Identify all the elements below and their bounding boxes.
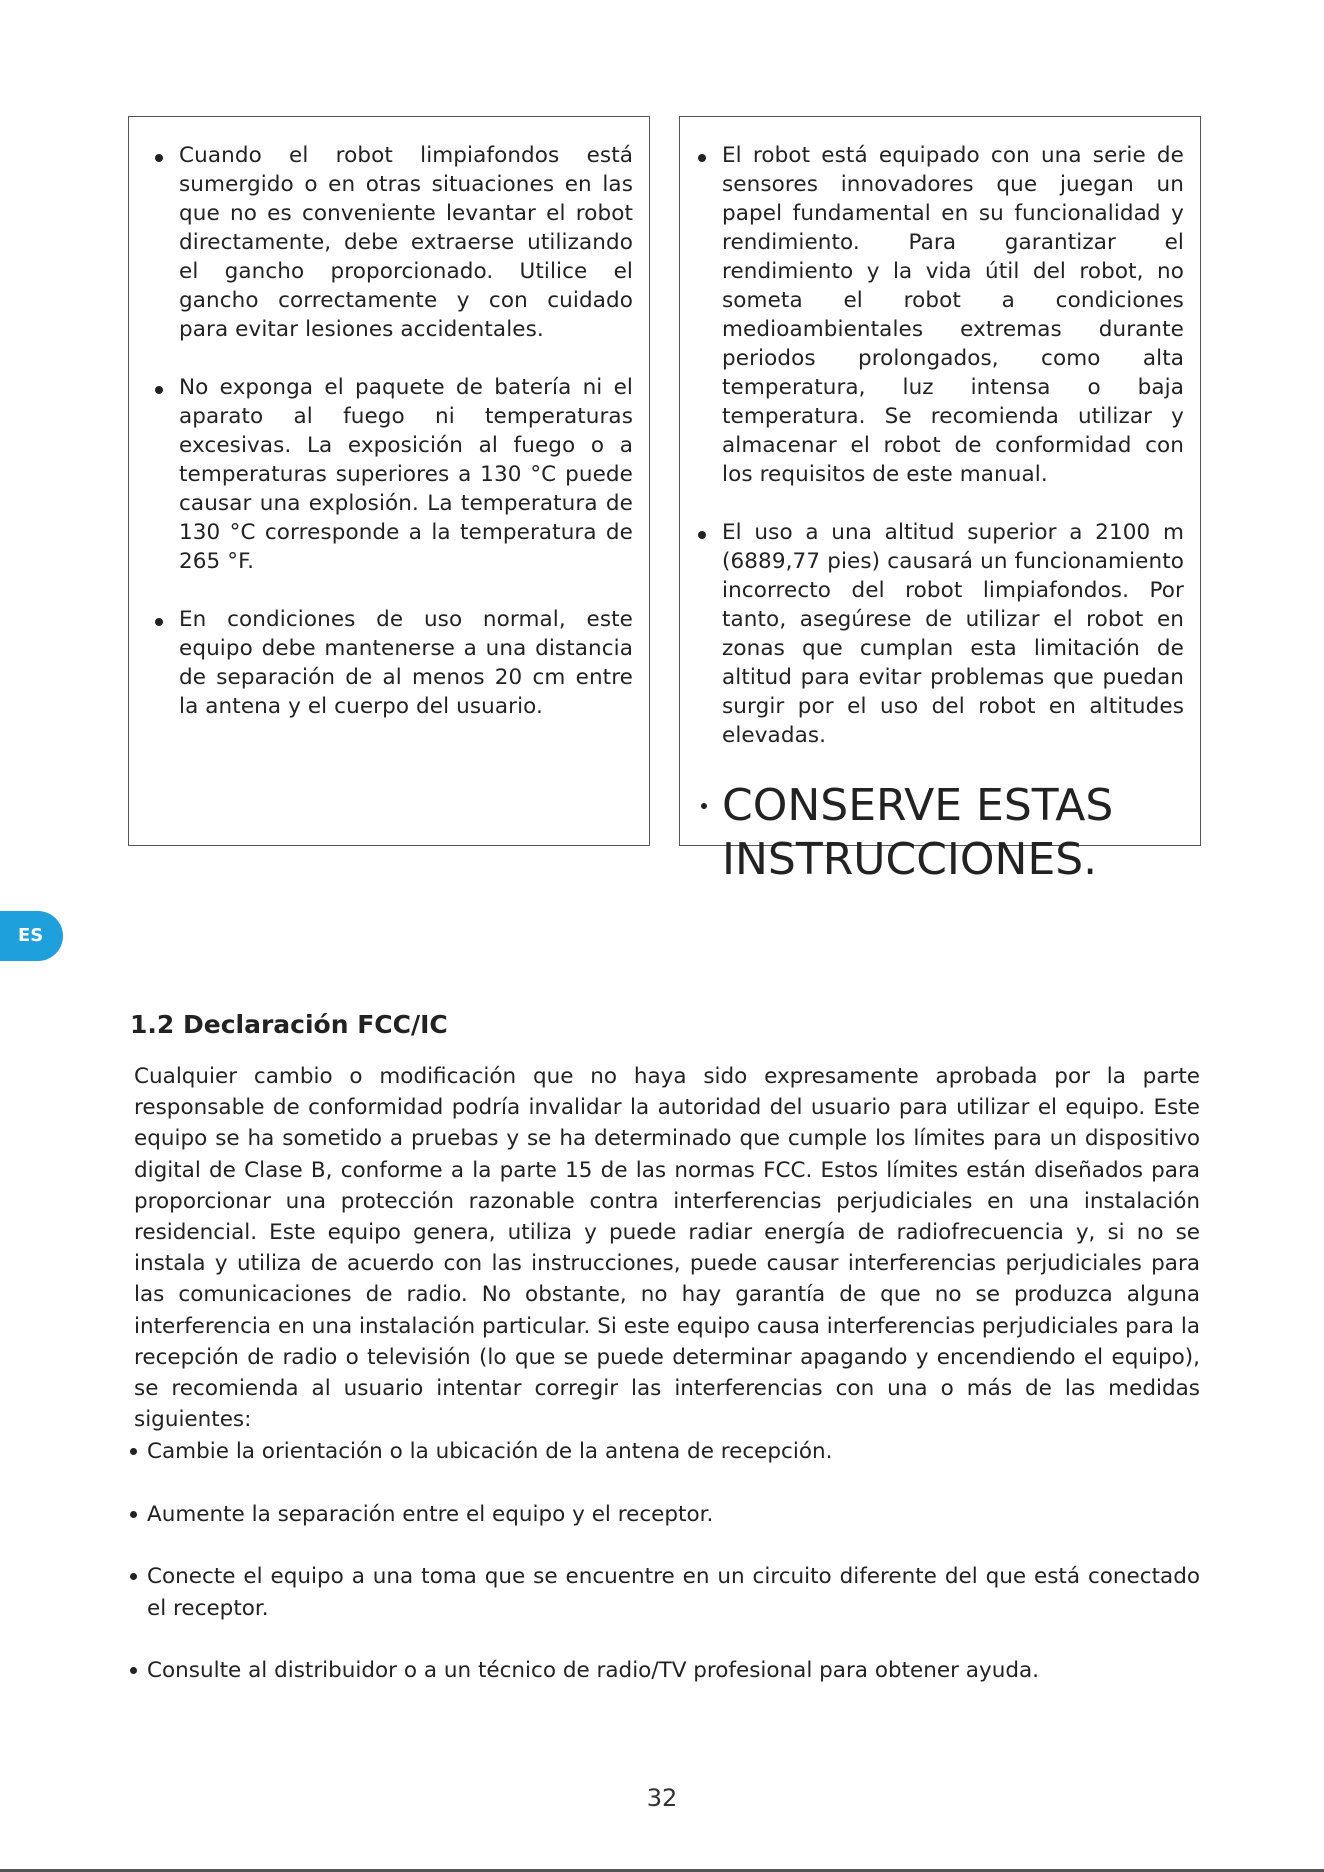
safety-box-left	[128, 116, 650, 846]
safety-item	[722, 141, 1184, 489]
section-title: 1.2 Declaración FCC/IC	[130, 1010, 448, 1039]
safety-item-text: El uso a una altitud superior a 2100 m (6889,77 pies) causará un funcionamiento incorrecto del robot limpiafondos. Por tanto, asegúrese de utilizar el robot en zonas que cumplan esta limitación de altitud para evitar problemas que puedan surgir por el uso del robot en altitudes elevadas.	[722, 520, 1184, 748]
bullet-icon	[698, 531, 706, 539]
safety-item-text: No exponga el paquete de batería ni el aparato al fuego ni temperaturas excesivas. La exposición al fuego o a temperaturas superiores a 130 °C puede causar una explosión. La temperatura de 130 °C corresponde a la temperatura de 265 °F.	[179, 375, 633, 574]
measures-list	[147, 1436, 1200, 1718]
bullet-icon	[155, 618, 163, 626]
safety-list-right	[722, 141, 1184, 887]
measure-item	[147, 1655, 1200, 1687]
language-tab: ES	[0, 911, 63, 961]
safety-item	[179, 605, 633, 721]
safety-item-text: En condiciones de uso normal, este equipo debe mantenerse a una distancia de separación de al menos 20 cm entre la antena y el cuerpo del usuario.	[179, 607, 633, 719]
measure-text: Conecte el equipo a una toma que se encuentre en un circuito diferente del que está conectado el receptor.	[147, 1564, 1200, 1621]
callout-text: CONSERVE ESTAS INSTRUCCIONES.	[722, 780, 1114, 885]
safety-item	[179, 141, 633, 344]
bullet-icon	[155, 386, 163, 394]
bullet-icon	[130, 1448, 137, 1455]
safety-item-text: Cuando el robot limpiafondos está sumergido o en otras situaciones en las que no es conveniente levantar el robot directamente, debe extraerse utilizando el gancho proporcionado. Utilice el gancho correctamente y con cuidado para evitar lesiones accidentales.	[179, 143, 633, 342]
measure-item	[147, 1499, 1200, 1531]
page-number: 32	[646, 1784, 678, 1812]
safety-item	[179, 373, 633, 576]
section-body: Cualquier cambio o modificación que no haya sido expresamente aprobada por la parte responsable de conformidad podría invalidar la autoridad del usuario para utilizar el equipo. Este equipo se ha sometido a pruebas y se ha determinado que cumple los límites para un dispositivo digital de Clase B, conforme a la parte 15 de las normas FCC. Estos límites están diseñados para proporcionar una protección razonable contra interferencias perjudiciales en una instalación residencial. Este equipo genera, utiliza y puede radiar energía de radiofrecuencia y, si no se instala y utiliza de acuerdo con las instrucciones, puede causar interferencias perjudiciales para las comunicaciones de radio. No obstante, no hay garantía de que no se produzca alguna interferencia en una instalación particular. Si este equipo causa interferencias perjudiciales para la recepción de radio o televisión (lo que se puede determinar apagando y encendiendo el equipo), se recomienda al usuario intentar corregir las interferencias con una o más de las medidas siguientes:	[134, 1064, 1200, 1433]
bullet-icon	[130, 1573, 137, 1580]
bullet-icon	[701, 803, 707, 809]
measure-text: Cambie la orientación o la ubicación de la antena de recepción.	[147, 1439, 833, 1464]
safety-list-left	[179, 141, 633, 750]
keep-instructions-callout	[722, 779, 1184, 887]
measure-item	[147, 1561, 1200, 1624]
safety-item	[722, 518, 1184, 750]
measure-text: Aumente la separación entre el equipo y el receptor.	[147, 1501, 714, 1527]
bullet-icon	[698, 154, 706, 162]
bullet-icon	[130, 1667, 137, 1674]
bullet-icon	[130, 1511, 137, 1518]
measure-item	[147, 1436, 1200, 1468]
measure-text: Consulte al distribuidor o a un técnico de radio/TV profesional para obtener ayuda.	[147, 1658, 1039, 1683]
bullet-icon	[155, 154, 163, 162]
safety-item-text: El robot está equipado con una serie de sensores innovadores que juegan un papel fundamental en su funcionalidad y rendimiento. Para garantizar el rendimiento y la vida útil del robot, no someta el robot a condiciones medioambientales extremas durante periodos prolongados, como alta temperatura, luz intensa o baja temperatura. Se recomienda utilizar y almacenar el robot de conformidad con los requisitos de este manual.	[722, 143, 1184, 487]
safety-box-right	[679, 116, 1201, 885]
